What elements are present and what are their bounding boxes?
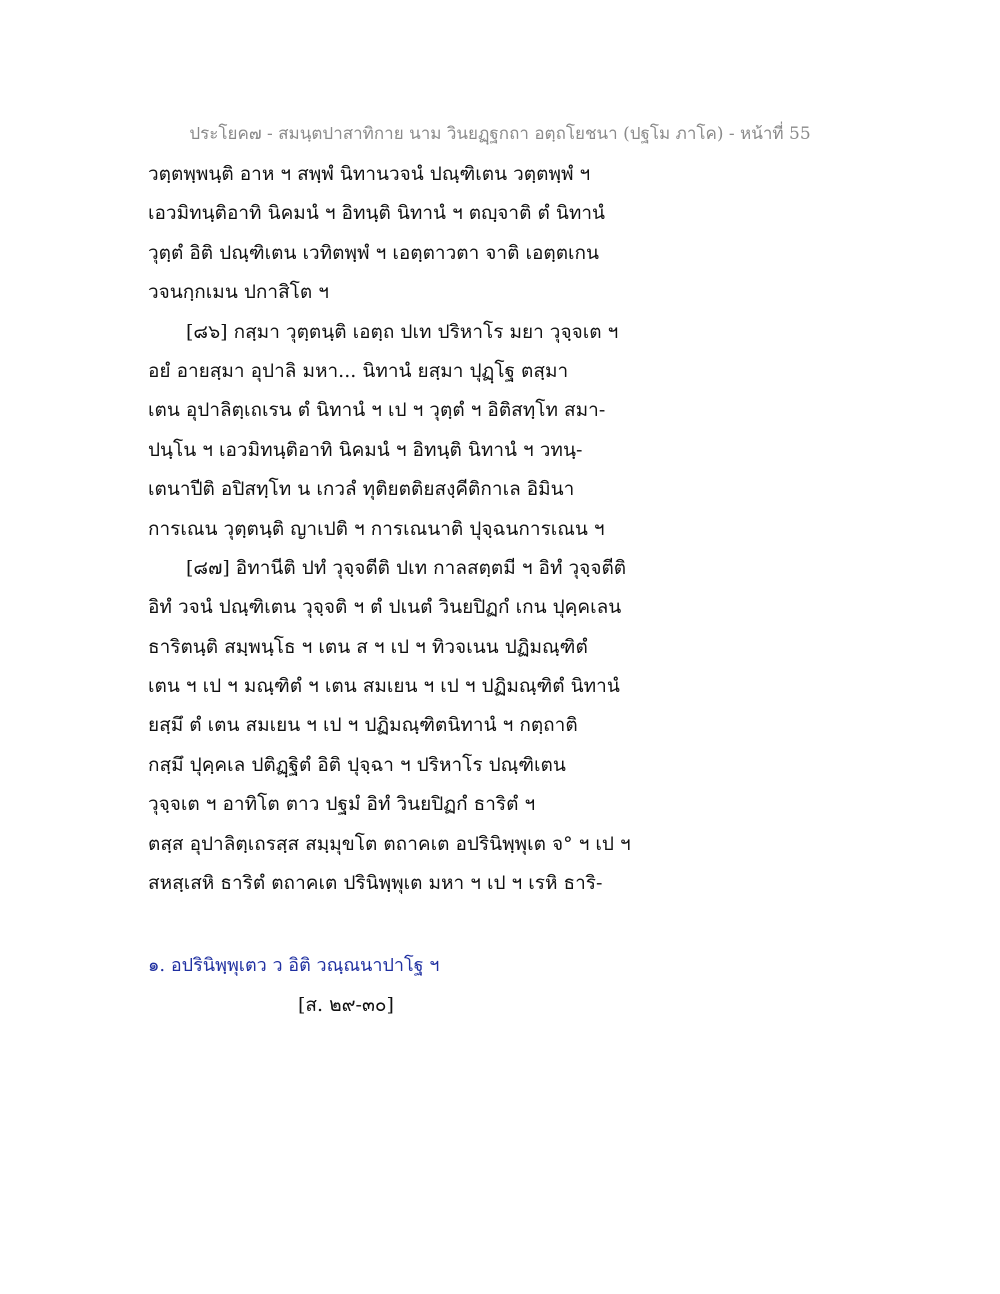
text-line: ตสฺส อุปาลิตฺเถรสฺส สมฺมุขโต ตถาคเต อปรินิพฺพุเต จ° ฯ เป ฯ	[148, 832, 631, 855]
text-line: วุจฺจเต ฯ อาทิโต ตาว ปฐมํ อิทํ วินยปิฏกํ ธาริตํ ฯ	[148, 793, 536, 816]
text-line: การเณน วุตฺตนฺติ ญาเปติ ฯ การเณนาติ ปุจฺฉนการเณน ฯ	[148, 517, 605, 540]
text-line: อยํ อายสฺมา อุปาลิ มหา... นิทานํ ยสฺมา ปุฏฺโฐ ตสฺมา	[148, 359, 569, 382]
text-line: ปนฺโน ฯ เอวมิทนฺติอาทิ นิคมนํ ฯ อิทนฺติ นิทานํ ฯ วทนฺ-	[148, 438, 583, 461]
page-header: ประโยค๗ - สมนฺตปาสาทิกาย นาม วินยฏฺฐกถา อตฺถโยชนา (ปฐโม ภาโค) - หน้าที่ 55	[189, 124, 811, 144]
footnote: ๑. อปรินิพฺพุเตว ว อิติ วณฺณนาปาโฐ ฯ	[148, 955, 440, 976]
text-line: สหสฺเสหิ ธาริตํ ตถาคเต ปรินิพฺพุเต มหา ฯ เป ฯ เรหิ ธาริ-	[148, 872, 603, 895]
text-line: วุตฺตํ อิติ ปณฺฑิเตน เวทิตพฺพํ ฯ เอตฺตาวตา จาติ เอตฺตเกน	[148, 241, 600, 264]
source-reference: [ส. ๒๙-๓๐]	[298, 994, 394, 1016]
text-line: วตฺตพฺพนฺติ อาห ฯ สพฺพํ นิทานวจนํ ปณฺฑิเตน วตฺตพฺพํ ฯ	[148, 163, 591, 185]
text-line: เอวมิทนฺติอาทิ นิคมนํ ฯ อิทนฺติ นิทานํ ฯ ตญฺจาติ ตํ นิทานํ	[148, 202, 606, 225]
text-line: กสฺมึ ปุคฺคเล ปติฏฺฐิตํ อิติ ปุจฺฉา ฯ ปริหาโร ปณฺฑิเตน	[148, 753, 566, 776]
text-line: วจนกฺกเมน ปกาสิโต ฯ	[148, 281, 329, 304]
text-line: ธาริตนฺติ สมฺพนฺโธ ฯ เตน ส ฯ เป ฯ ทิวจเนน ปฏิมณฺฑิตํ	[148, 635, 588, 658]
paragraph-87-start: [๘๗] อิทานีติ ปทํ วุจฺจตีติ ปเท กาลสตฺตมี ฯ อิทํ วุจฺจตีติ	[186, 556, 627, 579]
text-line: ยสฺมึ ตํ เตน สมเยน ฯ เป ฯ ปฏิมณฺฑิตนิทานํ ฯ กตฺถาติ	[148, 714, 578, 737]
body-text	[148, 155, 748, 903]
text-line: อิทํ วจนํ ปณฺฑิเตน วุจฺจติ ฯ ตํ ปเนตํ วินยปิฏกํ เกน ปุคฺคเลน	[148, 596, 622, 619]
text-line: เตน อุปาลิตฺเถเรน ตํ นิทานํ ฯ เป ฯ วุตฺตํ ฯ อิติสทฺโท สมา-	[148, 399, 606, 422]
paragraph-86-start: [๘๖] กสฺมา วุตฺตนฺติ เอตฺถ ปเท ปริหาโร มยา วุจฺจเต ฯ	[186, 320, 619, 343]
text-line: เตน ฯ เป ฯ มณฺฑิตํ ฯ เตน สมเยน ฯ เป ฯ ปฏิมณฺฑิตํ นิทานํ	[148, 675, 620, 698]
text-line: เตนาปีติ อปิสทฺโท น เกวลํ ทุติยตติยสงฺคีติกาเล อิมินา	[148, 478, 575, 501]
